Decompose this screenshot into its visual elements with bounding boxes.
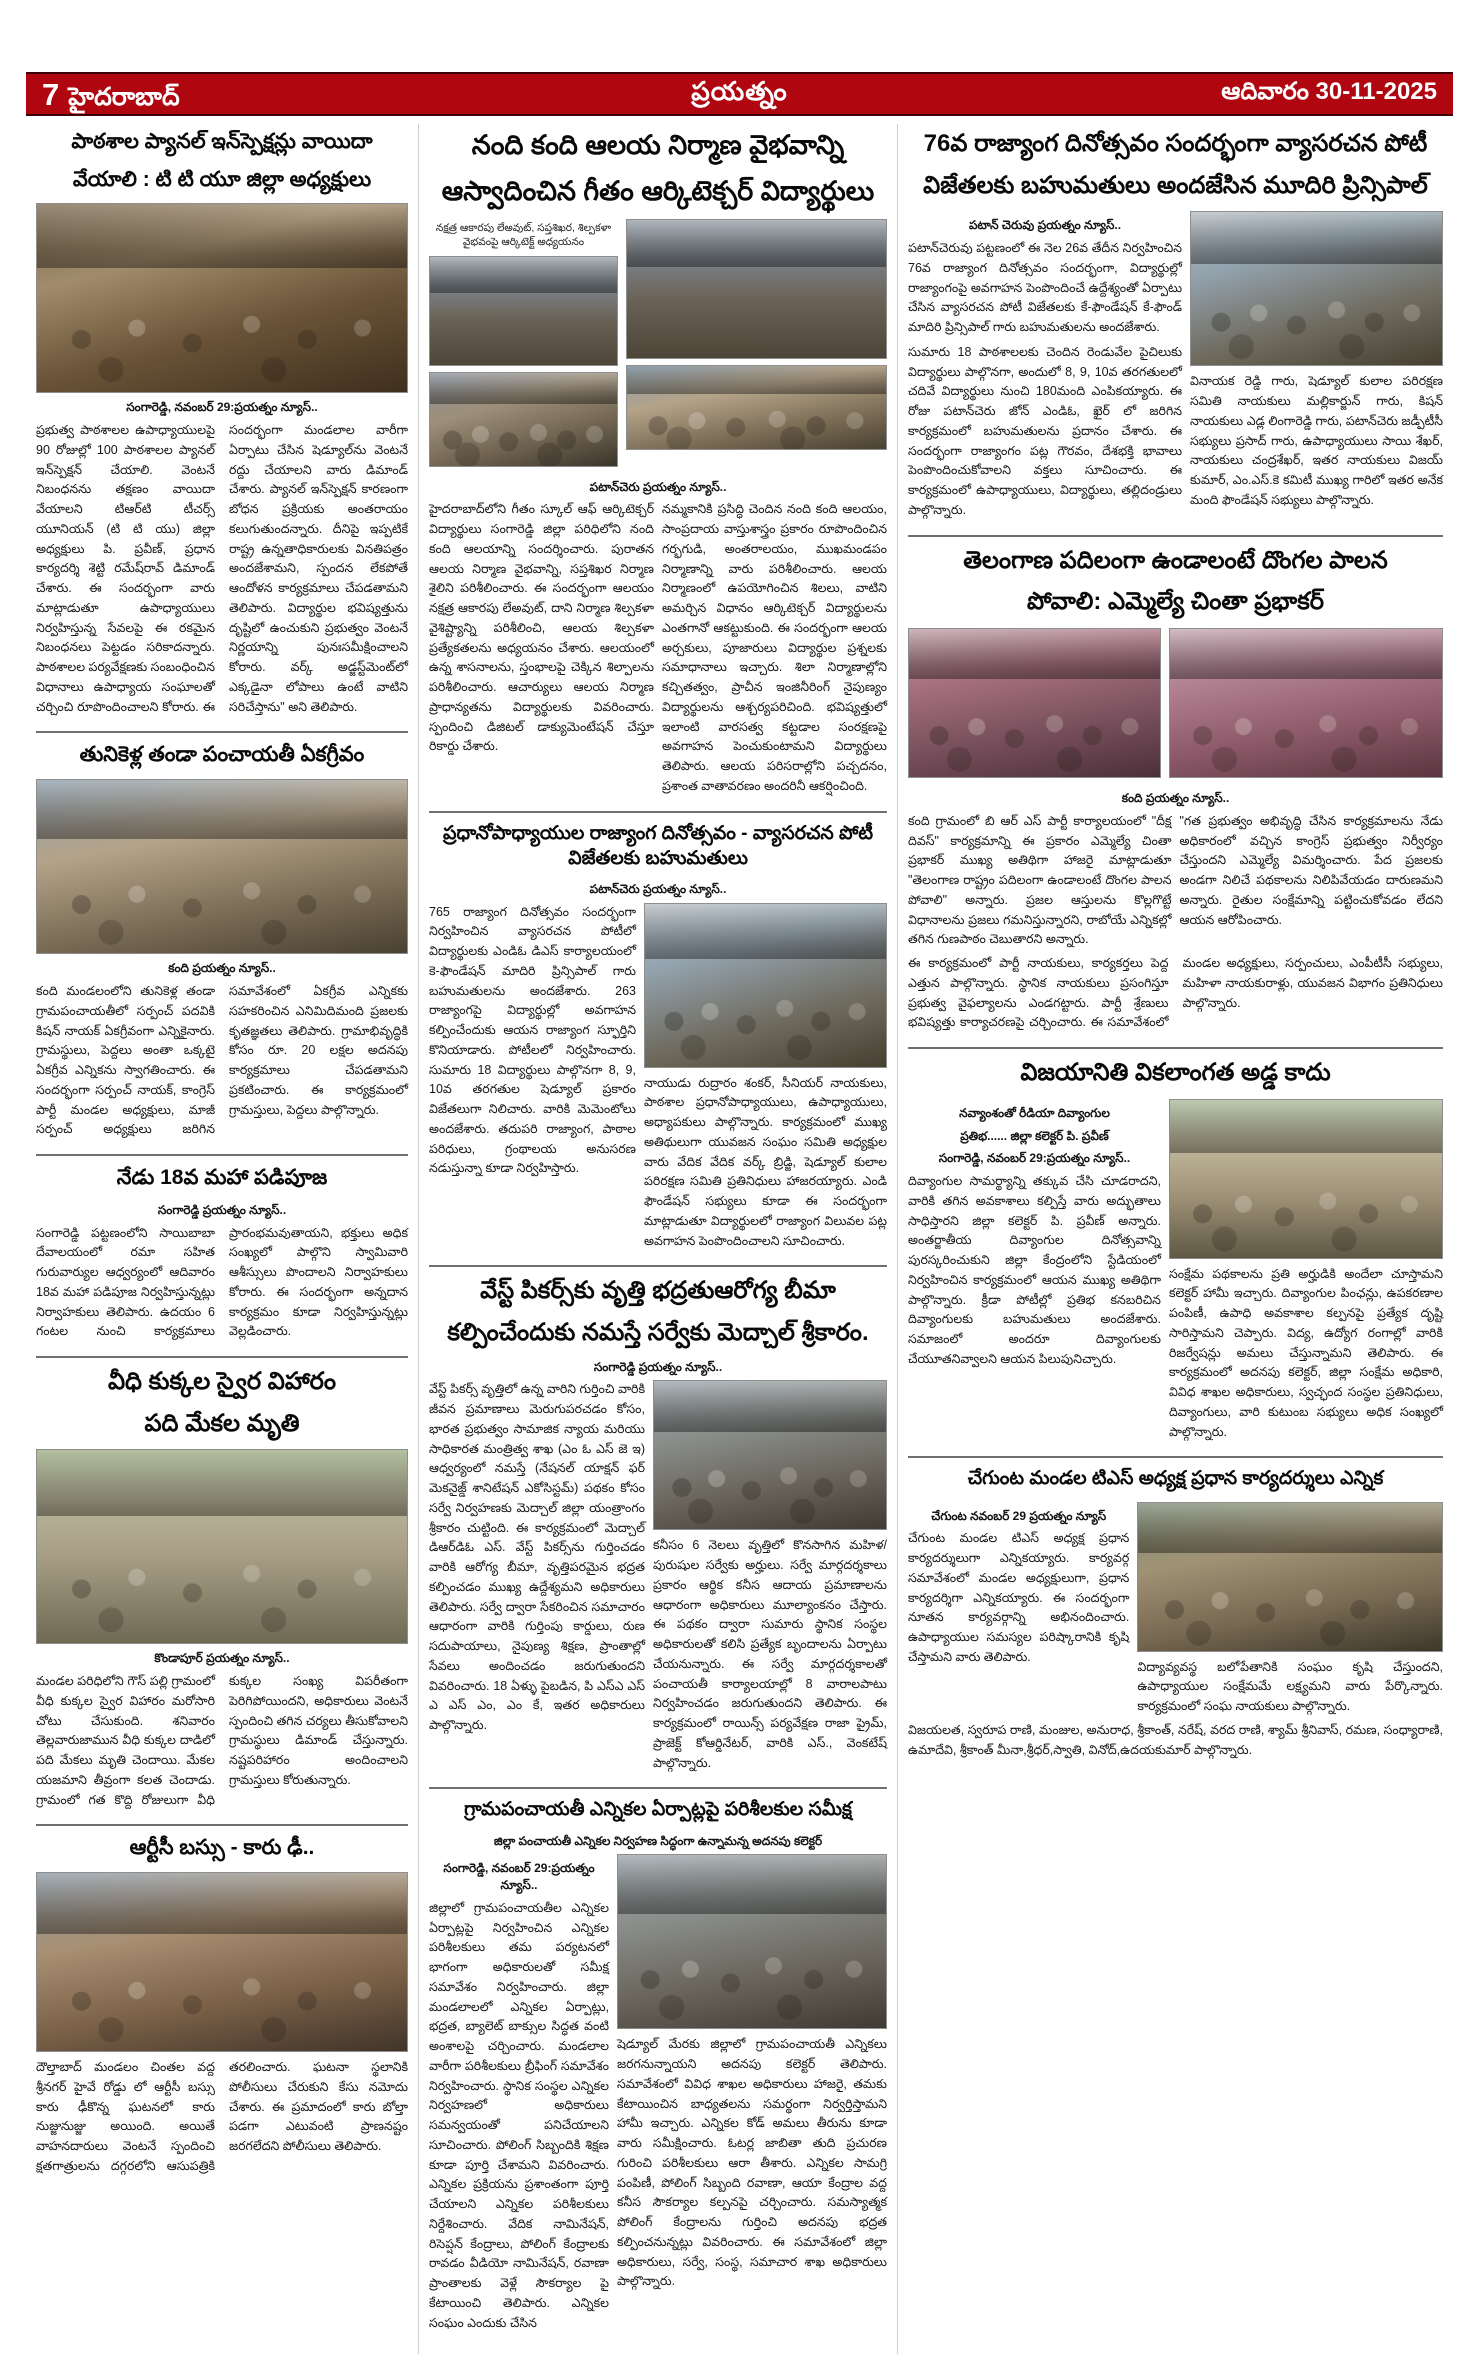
- article-brs-leader-speech: [908, 545, 1443, 1033]
- headline-line-1: 76వ రాజ్యాంగ దినోత్సవం సందర్భంగా వ్యాసరచన పోటీ: [923, 130, 1428, 157]
- brs-meeting-right-photo: [1169, 628, 1443, 778]
- article-body-left: చేగుంట మండల టిఎస్ అధ్యక్ష ప్రధాన కార్యదర్శులుగా ఎన్నికయ్యారు. కార్యవర్గ సమావేశంలో మండల అధ్యక్షులుగా, ప్రధాన కార్యదర్శిగా ఎన్నికయ్యారు. ఈ సందర్భంగా నూతన కార్యవర్గాన్ని అభినందించారు. ఉపాధ్యాయుల సమస్యల పరిష్కారానికి కృషి చేస్తామని వారు తెలిపారు.: [908, 1531, 1130, 1664]
- article-body-right: కనీసం 6 నెలలు వృత్తిలో కొనసాగిన మహిళ/పురుషుల సర్వేకు అర్హులు. సర్వే మార్గదర్శకాలు ప్రకారం ఆర్థిక కనీస ఆదాయ ప్రమాణాలను ఆధారంగా అధికారులు మూల్యాంకనం చేస్తారు. ఈ పథకం ద్వారా సుమారు స్థానిక సంస్థల అధికారులతో కలిసి ప్రత్యేక బృందాలను ఏర్పాటు చేయనున్నారు. ఈ సర్వే మార్గదర్శకాలతో పంచాయతీ కార్యాలయాల్లో 8 వారాలపాటు నిర్వహించడం జరుగుతుందని తెలిపారు. ఈ కార్యక్రమంలో రాయిన్స్ పర్యవేక్షణ రాజా ప్రైమ్, ప్రాజెక్ట్ కోఆర్డినేటర్, వారికి ఎస్., వెంకటేష్ పాల్గొన్నారు.: [653, 1538, 887, 1770]
- publication-title: ప్రయత్నం: [691, 75, 788, 106]
- column-1: [26, 124, 418, 2354]
- headline-line-2: విజేతలకు బహుమతులు అందజేసిన మూదిరి ప్రిన్సిపాల్: [923, 171, 1428, 199]
- photo-kicker: నక్షత్ర ఆకారపు లేఅవుట్, సప్తశిఖర, శిల్పకళా వైభవంపై ఆర్కిటెక్ట్ అధ్యయనం: [435, 222, 612, 249]
- election-observers-review-photo: [617, 1854, 887, 2029]
- headline-line-1: గ్రామపంచాయతీ ఎన్నికల ఏర్పాట్లపై పరిశీలకుల సమీక్ష: [464, 1799, 852, 1821]
- article-election-review: [429, 1797, 887, 2333]
- column-grid: [26, 124, 1453, 2354]
- body-photo-row: [908, 211, 1443, 520]
- architect-portrait-photo: [429, 372, 618, 467]
- byline: కంది ప్రయత్నం న్యూస్..: [168, 961, 276, 976]
- masthead-band: [26, 72, 1453, 116]
- article-body-left: హైదరాబాద్‌లోని గీతం స్కూల్ ఆఫ్ ఆర్కిటెక్చర్ విద్యార్థులు సంగారెడ్డి జిల్లా పరిధిలోని నంది కంది ఆలయాన్ని సందర్శించారు. పురాతన ఆలయ నిర్మాణ వైభవాన్ని, సప్తశిఖర నిర్మాణ శైలిని పరిశీలించారు. ఈ సందర్భంగా ఆలయం నక్షత్ర ఆకారపు లేఅవుట్, దాని నిర్మాణ శిల్పకళా వైశిష్ట్యాన్ని పరిశీలించి, ఆలయ శిల్పకళా ప్రత్యేకతలను అధ్యయనం చేశారు. ఆలయంలో ఉన్న శాసనాలను, స్తంభాలపై చెక్కిన శిల్పాలను పరిశీలించారు. ఆచార్యులు ఆలయ నిర్మాణ ప్రాధాన్యతను విద్యార్థులకు వివరించారు. స్పందించి డిజిటల్ డాక్యుమెంటేషన్ చేస్తూ రికార్డు చేశారు.: [429, 502, 654, 754]
- body-columns: [429, 500, 887, 796]
- section-divider: [36, 1356, 408, 1358]
- body-photo-row: [429, 903, 887, 1252]
- article-essay-competition: [429, 821, 887, 1252]
- body-photo-row: [908, 1099, 1443, 1443]
- headline-line-1: తునికెళ్ల తండా పంచాయతీ ఏకగ్రీవం: [79, 743, 365, 767]
- students-group-lineup-photo: [626, 365, 887, 450]
- article-school-panel: [36, 128, 408, 717]
- article-body-right: విద్యావ్యవస్థ బలోపేతానికి సంఘం కృషి చేస్తుందని, ఉపాధ్యాయుల సంక్షేమమే లక్ష్యమని వారు పేర్కొన్నారు. కార్యక్రమంలో సంఘ నాయకులు పాల్గొన్నారు.: [1137, 1659, 1443, 1714]
- byline: కొండాపూర్ ప్రయత్నం న్యూస్..: [154, 1651, 290, 1666]
- article-body: మండల పరిధిలోని గౌస్ పల్లి గ్రామంలో వీధి కుక్కల స్వైర విహారం మరోసారి చోటు చేసుకుంది. శనివారం తెల్లవారుజామున వీధి కుక్కల దాడిలో పది మేకలు మృతి చెందాయి. మేకల యజమాని తీవ్రంగా కలత చెందాడు. గ్రామంలో గత కొద్ది రోజులుగా వీధి కుక్కల సంఖ్య విపరీతంగా పెరిగిపోయిందని, అధికారులు వెంటనే స్పందించి తగిన చర్యలు తీసుకోవాలని గ్రామస్థులు డిమాండ్ చేస్తున్నారు. నష్టపరిహారం అందించాలని గ్రామస్తులు కోరుతున్నారు.: [36, 1674, 408, 1807]
- masthead-left: [42, 76, 180, 112]
- article-body-left: పటాన్‌చెరువు పట్టణంలో ఈ నెల 26వ తేదీన నిర్వహించిన 76వ రాజ్యాంగ దినోత్సవం సందర్భంగా, విద్యార్థుల్లో రాజ్యాంగంపై అవగాహన పెంపొందించే ఉద్దేశ్యంతో ఏర్పాటు చేసిన వ్యాసరచన పోటీ విజేతలకు కే-ఫౌండేషన్ కే-ఫౌండ్ మాదిరి ప్రిన్సిపాల్ గారు బహుమతులను అందజేశారు.: [908, 241, 1183, 335]
- section-divider: [36, 1824, 408, 1826]
- section-divider: [429, 811, 887, 813]
- masthead-wrapper: [26, 72, 1453, 116]
- subhead-line-2: ప్రతిభ...... జిల్లా కలెక్టర్ పి. ప్రవీణ్: [960, 1128, 1109, 1143]
- headline-line-2: పోవాలి: ఎమ్మెల్యే చింతా ప్రభాకర్: [1026, 588, 1325, 616]
- edition-city: హైదరాబాద్: [68, 82, 180, 111]
- article-body-right: నాయుడు రుద్రారం శంకర్, సీనియర్ నాయకులు, పాఠశాల ప్రధానోపాధ్యాయులు, ఉపాధ్యాయులు, అధ్యాపకులు పాల్గొన్నారు. కార్యక్రమంలో ముఖ్య అతిథులుగా యువజన సంఘం సమితి అధ్యక్షుల వారు వేదిక వేదిక వర్క్ బ్రిడ్జి, షెడ్యూల్ కులాల పరిరక్షణ సమితి ప్రతినిధులు హాజరయ్యారు. ఎండి ఫౌండేషన్ సభ్యులు కూడా ఈ సందర్భంగా మాట్లాడుతూ విద్యార్థులలో రాజ్యాంగ విలువల పట్ల అవగాహన పెంపొందించాలని సూచించారు.: [644, 1075, 887, 1248]
- constitution-day-prize-photo: [1190, 211, 1443, 366]
- headline-line-2: ఆస్వాదించిన గీతం ఆర్కిటెక్చర్ విద్యార్థులు: [441, 175, 875, 206]
- headline-line-1: చేగుంట మండల టిఎస్ అధ్యక్ష ప్రధాన కార్యదర్శులు ఎన్నిక: [967, 1468, 1384, 1490]
- article-constitution-day: [908, 128, 1443, 521]
- headline-line-1: విజయానితి వికలాంగత అడ్డ కాదు: [1020, 1059, 1331, 1087]
- article-body: ప్రభుత్వ పాఠశాలల ఉపాధ్యాయులపై 90 రోజుల్లో 100 పాఠశాలల ప్యానల్ ఇన్‌స్పెక్షన్ చేయాలి. వెంటనే నిబంధనను తక్షణం వాయిదా వేయాలని టిఆర్‌టి టీచర్స్ యూనియన్ (టి టి యు) జిల్లా అధ్యక్షులు పి. ప్రవీణ్, ప్రధాన కార్యదర్శి శెట్టి రమేష్‌రావ్ డిమాండ్ చేశారు. ఈ సందర్భంగా వారు మాట్లాడుతూ ఉపాధ్యాయులు నిర్వహిస్తున్న సేవలపై ఈ రకమైన నిబంధనలు పెట్టడం సరికాదన్నారు. పాఠశాలల పర్యవేక్షణకు సంబంధించిన విధానాలు ఉపాధ్యాయ సంఘాలతో చర్చించి రూపొందించాలని కోరారు. ఈ సందర్భంగా మండలాల వారీగా ఏర్పాటు చేసిన షెడ్యూల్‌ను వెంటనే రద్దు చేయాలని వారు డిమాండ్ చేశారు. ప్యానల్ ఇన్‌స్పెక్షన్ కారణంగా బోధన ప్రక్రియకు అంతరాయం కలుగుతుందన్నారు. దీనిపై ఇప్పటికే రాష్ట్ర ఉన్నతాధికారులకు వినతిపత్రం అందజేశామని, స్పందన లేకపోతే ఆందోళన కార్యక్రమాలు చేపడతామని తెలిపారు. విద్యార్థుల భవిష్యత్తును దృష్టిలో ఉంచుకుని ప్రభుత్వం వెంటనే నిర్ణయాన్ని పునఃసమీక్షించాలని కోరారు. వర్క్ అడ్జస్ట్‌మెంట్‌లో ఎక్కడైనా లోపాలు ఉంటే వాటిని సరిచేస్తాను" అని తెలిపారు.: [36, 423, 408, 714]
- byline: పటాన్‌చెరు ప్రయత్నం న్యూస్..: [589, 479, 727, 494]
- article-bus-car-collision: [36, 1834, 408, 2176]
- headline-line-1: పాఠశాల ప్యానల్ ఇన్‌స్పెక్షన్లు వాయిదా: [71, 130, 373, 153]
- byline: సంగారెడ్డి ప్రయత్నం న్యూస్..: [157, 1202, 287, 1217]
- byline: కంది ప్రయత్నం న్యూస్..: [1121, 790, 1230, 805]
- byline: సంగారెడ్డి, నవంబర్ 29:ప్రయత్నం న్యూస్..: [443, 1861, 595, 1893]
- school-panel-inspection-photo: [36, 203, 408, 393]
- waste-pickers-survey-meeting-photo: [653, 1380, 887, 1530]
- column-3: [898, 124, 1453, 2354]
- article-union-office-bearers: [908, 1466, 1443, 1760]
- publication-date: ఆదివారం 30-11-2025: [1221, 77, 1437, 105]
- headline-line-1: ప్రధానోపాధ్యాయుల రాజ్యాంగ దినోత్సవం - వ్యాసరచన పోటీ విజేతలకు బహుమతులు: [442, 822, 874, 869]
- body-photo-row: [429, 1380, 887, 1773]
- body-photo-row: [908, 1502, 1443, 1717]
- section-divider: [908, 1456, 1443, 1458]
- article-body-right: "గత ప్రభుత్వం అభివృద్ధి చేసిన కార్యక్రమాలను నేడు అధికారంలో వచ్చిన కాంగ్రెస్ ప్రభుత్వం నిర్వీర్యం చేస్తుందని ఎమ్మెల్యే విమర్శించారు. పేద ప్రజలకు అండగా నిలిచే పథకాలను నిలిపివేయడం దారుణమని అన్నారు. రైతుల సంక్షేమాన్ని పట్టించుకోవడం లేదని ఆయన ఆరోపించారు.: [1179, 813, 1443, 927]
- bus-car-collision-photo: [36, 1872, 408, 2052]
- byline: సంగారెడ్డి, నవంబర్ 29:ప్రయత్నం న్యూస్..: [938, 1151, 1131, 1166]
- column-2: [418, 124, 898, 2354]
- byline: పటాన్‌చెరు ప్రయత్నం న్యూస్..: [589, 881, 727, 896]
- article-body: సంగారెడ్డి పట్టణంలోని సాయిబాబా దేవాలయంలో రమా సహిత గురువార్యుల ఆధ్వర్యంలో ఆదివారం 18వ మహా పడిపూజ నిర్వహిస్తున్నట్లు నిర్వాహకులు తెలిపారు. ఉదయం 6 గంటల నుంచి కార్యక్రమాలు ప్రారంభమవుతాయని, భక్తులు అధిక సంఖ్యలో పాల్గొని స్వామివారి ఆశీస్సులు పొందాలని నిర్వాహకులు కోరారు. ఈ సందర్భంగా అన్నదాన కార్యక్రమం కూడా నిర్వహిస్తున్నట్లు వెల్లడించారు.: [36, 1225, 408, 1339]
- headline-line-1: నేడు 18వ మహా పడిపూజ: [116, 1166, 328, 1189]
- essay-competition-winners-photo: [644, 903, 887, 1068]
- headline-line-1: వీధి కుక్కల స్వైర విహారం: [107, 1368, 337, 1396]
- brs-rally-left-photo: [908, 628, 1161, 778]
- gitam-students-group-photo: [626, 219, 887, 359]
- byline: సంగారెడ్డి, నవంబర్ 29:ప్రయత్నం న్యూస్..: [126, 400, 318, 415]
- article-panchayat-unanimous: [36, 741, 408, 1140]
- photo-kicker: జిల్లా పంచాయతీ ఎన్నికల నిర్వహణ సిద్ధంగా ఉన్నామన్న అదనపు కలెక్టర్: [493, 1833, 823, 1848]
- article-body-right: సుమారు 18 పాఠశాలలకు చెందిన రెండువేల పైచిలుకు విద్యార్థులు పాల్గొనగా, అందులో 8, 9, 10వ తరగతులలో చదివే విద్యార్థులు నుంచి 180మంది ఎంపికయ్యారు. ఈ రోజు పటాన్‌చెరు జోన్ ఎండిఓ, ఖైర్ లో జరిగిన కార్యక్రమంలో బహుమతులను ప్రదానం చేశారు. ఈ సందర్భంగా రాజ్యాంగం పట్ల గౌరవం, దేశభక్తి భావాలు పెంపొందించుకోవాలని వక్తలు సూచించారు. ఈ కార్యక్రమంలో ఉపాధ్యాయులు, విద్యార్థులు, తల్లిదండ్రులు పాల్గొన్నారు.: [908, 344, 1183, 517]
- photo-row: [429, 219, 887, 472]
- headline-line-2: వేయాలి : టి టి యూ జిల్లా అధ్యక్షులు: [72, 167, 372, 191]
- photo-caption-text: విజయలత, స్వరూప రాణి, మంజుల, అనురాధ, శ్రీకాంత్, నరేష్, వరద రాణి, శ్యామ్ శ్రీనివాస్, రమణ, సంధ్యారాణి, ఉమాదేవి, శ్రీకాంత్ మీనా,శ్రీధర్,స్వాతి, వినోద్,ఉదయకుమార్ పాల్గొన్నారు.: [908, 1722, 1443, 1757]
- article-body: కంది మండలంలోని తునికెళ్ల తండా గ్రామపంచాయతీలో సర్పంచ్ పదవికి కిషన్ నాయక్ ఏకగ్రీవంగా ఎన్నికైనారు. గ్రామస్థులు, పెద్దలు అంతా ఒక్కటై ఏకగ్రీవ ఎన్నికను స్వాగతించారు. ఈ సందర్భంగా సర్పంచ్ నాయక్, కాంగ్రెస్ పార్టీ మండల అధ్యక్షులు, మాజీ సర్పంచ్ అధ్యక్షులు జరిగిన సమావేశంలో ఏకగ్రీవ ఎన్నికకు సహకరించిన ఎనిమిదిమంది ప్రజలకు కృతజ్ఞతలు తెలిపారు. గ్రామాభివృద్ధికి కోసం రూ. 20 లక్షల అదనపు కార్యక్రమాలు చేపడతామని ప్రకటించారు. ఈ కార్యక్రమంలో గ్రామస్తులు, పెద్దలు పాల్గొన్నారు.: [36, 984, 408, 1137]
- article-temple-architecture: [429, 128, 887, 797]
- byline: సంగారెడ్డి ప్రయత్నం న్యూస్..: [593, 1359, 723, 1374]
- body-columns: [908, 812, 1443, 950]
- article-body-right: నమ్మకానికి ప్రసిద్ధి చెందిన నంది కంది ఆలయం, సాంప్రదాయ వాస్తుశాస్త్రం ప్రకారం రూపొందించిన గర్భగుడి, అంతరాలయం, ముఖమండపం నిర్మాణాన్ని వారు పరిశీలించారు. ఆలయ నిర్మాణంలో ఉపయోగించిన శిలలు, వాటిని అమర్చిన విధానం ఆర్కిటెక్చర్ విద్యార్థులను ఎంతగానో ఆకట్టుకుంది. ఈ సందర్భంగా ఆలయ అర్చకులు, పూజారులు విద్యార్థుల ప్రశ్నలకు సమాధానాలు ఇచ్చారు. శిలా నిర్మాణాల్లోని కచ్చితత్వం, ప్రాచీన ఇంజినీరింగ్ నైపుణ్యం విద్యార్థులను ఆశ్చర్యపరిచింది. భవిష్యత్తులో ఇలాంటి వారసత్వ కట్టడాల సంరక్షణపై అవగాహన పెంచుకుంటామని విద్యార్థులు తెలిపారు. ఆలయ పరిసరాల్లోని పచ్చదనం, ప్రశాంత వాతావరణం అందరినీ ఆకర్షించింది.: [662, 502, 887, 793]
- section-divider: [36, 731, 408, 733]
- section-divider: [908, 535, 1443, 537]
- headline-line-2: పది మేకల మృతి: [144, 1409, 300, 1437]
- body-photo-row: [429, 1854, 887, 2333]
- headline-line-1: నంది కంది ఆలయ నిర్మాణ వైభవాన్ని: [471, 130, 845, 160]
- photo-caption-text: వినాయక రెడ్డి గారు, షెడ్యూల్ కులాల పరిరక్షణ సమితి నాయకులు మల్లికార్జున్ గారు, కిషన్ నాయకులు ఎడ్ల లింగారెడ్డి గారు, పటాన్‌చెరు జడ్పీటీసీ సభ్యులు ప్రసాద్ గారు, ఉపాధ్యాయులు సాయి శేఖర్, నాయకులు చంద్రశేఖర్, ఇతర నాయకులు విజయ్ కుమార్, ఎం.ఎస్.కె కమిటీ ముఖ్య గారిలో ఇతర అనేక మంది ఫౌండేషన్ సభ్యులు పాల్గొన్నారు.: [1190, 374, 1443, 507]
- union-office-bearers-photo: [1137, 1502, 1443, 1652]
- article-street-dogs: [36, 1366, 408, 1810]
- headline-line-2: కల్పించేందుకు నమస్తే సర్వేకు మెద్చాల్ శ్రీకారం.: [447, 1319, 869, 1347]
- disability-day-event-photo: [1169, 1099, 1443, 1259]
- section-divider: [429, 1265, 887, 1267]
- headline-line-1: తెలంగాణ పదిలంగా ఉండాలంటే దొంగల పాలన: [963, 546, 1388, 574]
- article-disability-day: [908, 1057, 1443, 1442]
- article-body-right: సంక్షేమ పథకాలను ప్రతి అర్హుడికి అందేలా చూస్తామని కలెక్టర్ హామీ ఇచ్చారు. దివ్యాంగుల పింఛన్లు, ఉపకరణాల పంపిణీ, ఉపాధి అవకాశాల కల్పనపై ప్రత్యేక దృష్టి సారిస్తామని చెప్పారు. విద్య, ఉద్యోగ రంగాల్లో వారికి రిజర్వేషన్లు అమలు చేస్తున్నామని తెలిపారు. ఈ కార్యక్రమంలో అదనపు కలెక్టర్, జిల్లా సంక్షేమ అధికారి, వివిధ శాఖల అధికారులు, స్వచ్ఛంద సంస్థల ప్రతినిధులు, దివ్యాంగులు, వారి కుటుంబ సభ్యులు అధిక సంఖ్యలో పాల్గొన్నారు.: [1168, 1266, 1443, 1439]
- subhead-line-1: నవ్యాంశంతో రీడియా దివ్యాంగుల: [959, 1105, 1110, 1120]
- photo-row: [908, 628, 1443, 784]
- section-divider: [429, 1787, 887, 1789]
- section-divider: [36, 1154, 408, 1156]
- street-dogs-dead-goats-photo: [36, 1449, 408, 1644]
- article-maha-padipuja: [36, 1164, 408, 1342]
- article-body: దౌల్తాబాద్ మండలం చింతల వద్ద శ్రీనగర్ హైవే రోడ్డు లో ఆర్టీసీ బస్సు కారు ఢీకొన్న ఘటనలో కారు నుజ్జునుజ్జు అయింది. అయితే వాహనదారులు వెంటనే స్పందించి క్షతగాత్రులను దగ్గరలోని ఆసుపత్రికి తరలించారు. ఘటనా స్థలానికి పోలీసులు చేరుకుని కేసు నమోదు చేశారు. ఈ ప్రమాదంలో కారు బోల్తా పడగా ఎటువంటి ప్రాణనష్టం జరగలేదని పోలీసులు తెలిపారు.: [36, 2060, 408, 2173]
- temple-architect-photo: [429, 256, 618, 366]
- byline: పటాన్ చెరువు ప్రయత్నం న్యూస్..: [968, 218, 1122, 233]
- article-body-bottom: ఈ కార్యక్రమంలో పార్టీ నాయకులు, కార్యకర్తలు పెద్ద ఎత్తున పాల్గొన్నారు. స్థానిక నాయకులు ప్రసంగిస్తూ ప్రభుత్వ వైఫల్యాలను ఎండగట్టారు. పార్టీ శ్రేణులు భవిష్యత్తు కార్యాచరణపై చర్చించారు. ఈ సమావేశంలో మండల అధ్యక్షులు, సర్పంచులు, ఎంపీటీసీ సభ్యులు, మహిళా నాయకురాళ్లు, యువజన విభాగం ప్రతినిధులు పాల్గొన్నారు.: [908, 956, 1443, 1030]
- article-body-left: జిల్లాలో గ్రామపంచాయతీల ఎన్నికల ఏర్పాట్లపై నిర్వహించిన ఎన్నికల పరిశీలకులు తమ పర్యటనలో భాగంగా అధికారులతో సమీక్ష సమావేశం నిర్వహించారు. జిల్లా మండలాలలో ఎన్నికల ఏర్పాట్లు, భద్రత, బ్యాలెట్ బాక్సుల సిద్ధత వంటి అంశాలపై చర్చించారు. మండలాల వారీగా పరిశీలకులు బ్రీఫింగ్ సమావేశం నిర్వహించారు. స్థానిక సంస్థల ఎన్నికల నిర్వహణలో అధికారులు సమన్వయంతో పనిచేయాలని సూచించారు. పోలింగ్ సిబ్బందికి శిక్షణ కూడా పూర్తి చేశామని వివరించారు. ఎన్నికల ప్రక్రియను ప్రశాంతంగా పూర్తి చేయాలని ఎన్నికల పరిశీలకులు నిర్దేశించారు. వేదిక నామినేషన్, రిసెప్షన్ కేంద్రాలు, పోలింగ్ కేంద్రాలకు రావడం వీడియో నామినేషన్, రవాణా ప్రాంతాలకు వెళ్లే సౌకర్యాల పై కేటాయించి తెలిపారు. ఎన్నికల సంఘం ఎందుకు చేసిన: [429, 1900, 609, 2330]
- article-waste-pickers: [429, 1275, 887, 1773]
- article-body-left: కంది గ్రామంలో బి ఆర్ ఎస్ పార్టీ కార్యాలయంలో "దీక్ష దివస్" కార్యక్రమాన్ని ఈ ప్రకారం ఎమ్మెల్యే చింతా ప్రభాకర్ ముఖ్య అతిథిగా హాజరై మాట్లాడుతూ "తెలంగాణ రాష్ట్రం పదిలంగా ఉండాలంటే దొంగల పాలన పోవాలి" అన్నారు. ప్రజల ఆస్తులను కొల్లగొట్టే విధానాలను ప్రజలు గమనిస్తున్నారని, రాబోయే ఎన్నికల్లో తగిన గుణపాఠం చెబుతారని అన్నారు.: [908, 813, 1172, 947]
- article-body-left: దివ్యాంగుల సామర్థ్యాన్ని తక్కువ చేసి చూడరాదని, వారికి తగిన అవకాశాలు కల్పిస్తే వారు అద్భుతాలు సాధిస్తారని జిల్లా కలెక్టర్ పి. ప్రవీణ్ అన్నారు. అంతర్జాతీయ దివ్యాంగుల దినోత్సవాన్ని పురస్కరించుకుని జిల్లా కేంద్రంలోని స్టేడియంలో నిర్వహించిన కార్యక్రమంలో ఆయన ముఖ్య అతిథిగా పాల్గొన్నారు. క్రీడా పోటీల్లో ప్రతిభ కనబరిచిన దివ్యాంగులకు బహుమతులు అందజేశారు. సమాజంలో అందరూ దివ్యాంగులకు చేయూతనివ్వాలని ఆయన పిలుపునిచ్చారు.: [908, 1174, 1161, 1366]
- article-body-left: వేస్ట్ పికర్స్ వృత్తిలో ఉన్న వారిని గుర్తించి వారికి జీవన ప్రమాణాలు మెరుగుపరచడం కోసం, భారత ప్రభుత్వం సామాజిక న్యాయ మరియు సాధికారత మంత్రిత్వ శాఖ (ఎం ఓ ఎస్ జె ఇ) ఆధ్వర్యంలో నమస్తే (నేషనల్ యాక్షన్ ఫర్ మెకనైజ్డ్ శానిటేషన్ ఎకోసిస్టమ్) పథకం కోసం సర్వే నిర్వహణకు మెద్చాల్ జిల్లా యంత్రాంగం శ్రీకారం చుట్టింది. ఈ కార్యక్రమంలో మెద్చాల్ డిఆర్‌డిఓ ఎస్. వేస్ట్ పికర్స్‌ను గుర్తించడం వారికి ఆరోగ్య బీమా, వృత్తిపరమైన భద్రత కల్పించడం ముఖ్య ఉద్దేశ్యమని అధికారులు తెలిపారు. సర్వే ద్వారా సేకరించిన సమాచారం ఆధారంగా వారికి గుర్తింపు కార్డులు, రుణ సదుపాయాలు, నైపుణ్య శిక్షణ, ప్రాంతాల్లో సేవలు అందించడం జరుగుతుందని వివరించారు. 18 ఏళ్ళు పైబడిన, పి ఎస్‌ఎ ఎస్ ఎ ఎస్ ఎం, ఎం కే, ఇతర అధికారులు పాల్గొన్నారు.: [429, 1382, 645, 1733]
- headline-line-1: వేస్ట్ పికర్స్‌కు వృత్తి భద్రతుఆరోగ్య బీమా: [480, 1277, 836, 1305]
- article-body-left: 765 రాజ్యాంగ దినోత్సవం సందర్భంగా నిర్వహించిన వ్యాసరచన పోటీలో విద్యార్థులకు ఎండిఓ డిఎస్ కార్యాలయంలో కె-ఫౌండేషన్ మాదిరి ప్రిన్సిపాల్ గారు బహుమతులను అందజేశారు. 263 రాజ్యాంగపై విద్యార్థుల్లో అవగాహన కల్పించేందుకు ఆయన రాజ్యాంగ స్ఫూర్తిని కొనియాడారు. పోటీలలో నిర్వహించారు. సుమారు 18 విద్యార్థులు పాల్గొనగా 8, 9, 10వ తరగతుల షెడ్యూల్ ప్రకారం విజేతలుగా నిలిచారు. వారికి మెమెంటోలు అందజేశారు. తదుపరి రాజ్యాంగ, పాఠాల పరిధులు, గ్రంథాలయ అనుసరణ నడుస్తున్నా కూడా నిర్వహిస్తారు.: [429, 904, 636, 1176]
- panchayat-unanimous-election-photo: [36, 779, 408, 954]
- page-number: 7: [42, 76, 59, 112]
- byline: చేగుంట నవంబర్ 29 ప్రయత్నం న్యూస్: [931, 1508, 1107, 1523]
- headline-line-1: ఆర్టీసీ బస్సు - కారు ఢీ..: [129, 1836, 315, 1860]
- article-body-right: షెడ్యూల్ మేరకు జిల్లాలో గ్రామపంచాయతీ ఎన్నికలు జరగనున్నాయని అదనపు కలెక్టర్ తెలిపారు. సమావేశంలో వివిధ శాఖల అధికారులు హాజరై, తమకు కేటాయించిన బాధ్యతలను సమర్థంగా నిర్వర్తిస్తామని హామీ ఇచ్చారు. ఎన్నికల కోడ్ అమలు తీరును కూడా వారు సమీక్షించారు. ఓటర్ల జాబితా తుది ప్రచురణ గురించి పరిశీలకులు ఆరా తీశారు. ఎన్నికల సామగ్రి పంపిణీ, పోలింగ్ సిబ్బంది రవాణా, ఆయా కేంద్రాల వద్ద కనీస సౌకర్యాల కల్పనపై చర్చించారు. సమస్యాత్మక పోలింగ్ కేంద్రాలను గుర్తించి అదనపు భద్రత కల్పించనున్నట్లు వివరించారు. ఈ సమావేశంలో జిల్లా అధికారులు, సర్వే, సంస్థ, సమాచార శాఖ అధికారులు పాల్గొన్నారు.: [617, 2037, 887, 2289]
- section-divider: [908, 1047, 1443, 1049]
